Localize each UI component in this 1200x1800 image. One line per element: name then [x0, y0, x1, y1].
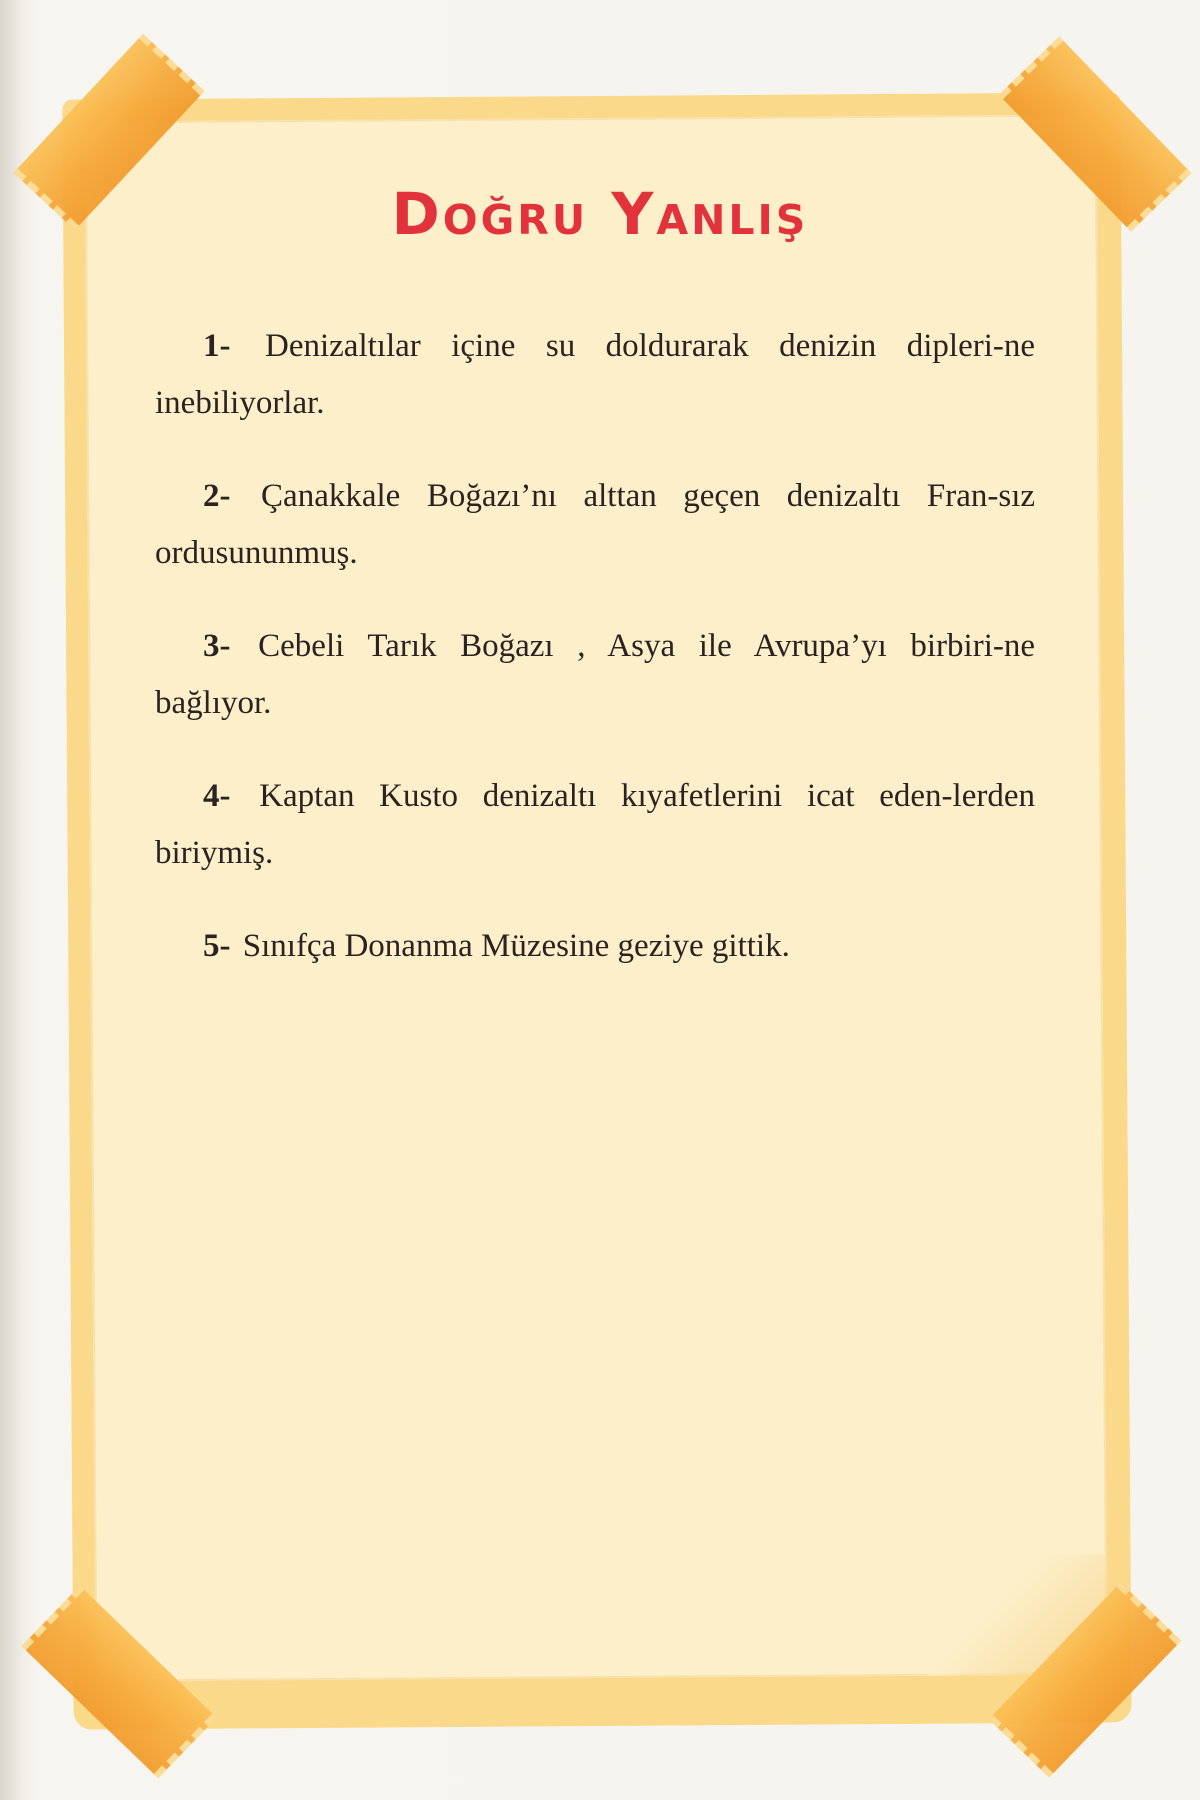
question-number: 2- — [203, 478, 231, 514]
page-title: Doğru Yanlış — [391, 180, 809, 248]
question-text: Çanakkale Boğazı’nı alttan geçen denizaltı Fran-sız ordusununmuş. — [155, 478, 1036, 571]
question-number: 5- — [203, 928, 231, 964]
question-number: 3- — [203, 628, 231, 664]
book-spine — [0, 0, 22, 1800]
question-text: Cebeli Tarık Boğazı , Asya ile Avrupa’yı birbiri-ne bağlıyor. — [155, 628, 1035, 721]
question-text: Kaptan Kusto denizaltı kıyafetlerini icat eden-lerden biriymiş. — [155, 778, 1035, 871]
question-text: Sınıfça Donanma Müzesine geziye gittik. — [242, 928, 790, 964]
question-item — [155, 768, 1035, 882]
question-item — [155, 318, 1035, 432]
question-item — [155, 918, 1035, 975]
question-number: 4- — [203, 778, 231, 814]
question-item — [155, 468, 1035, 582]
question-list — [155, 318, 1035, 1011]
question-text: Denizaltılar içine su doldurarak denizin dipleri-ne inebiliyorlar. — [155, 328, 1036, 421]
question-item — [155, 618, 1035, 732]
question-number: 1- — [203, 328, 231, 364]
